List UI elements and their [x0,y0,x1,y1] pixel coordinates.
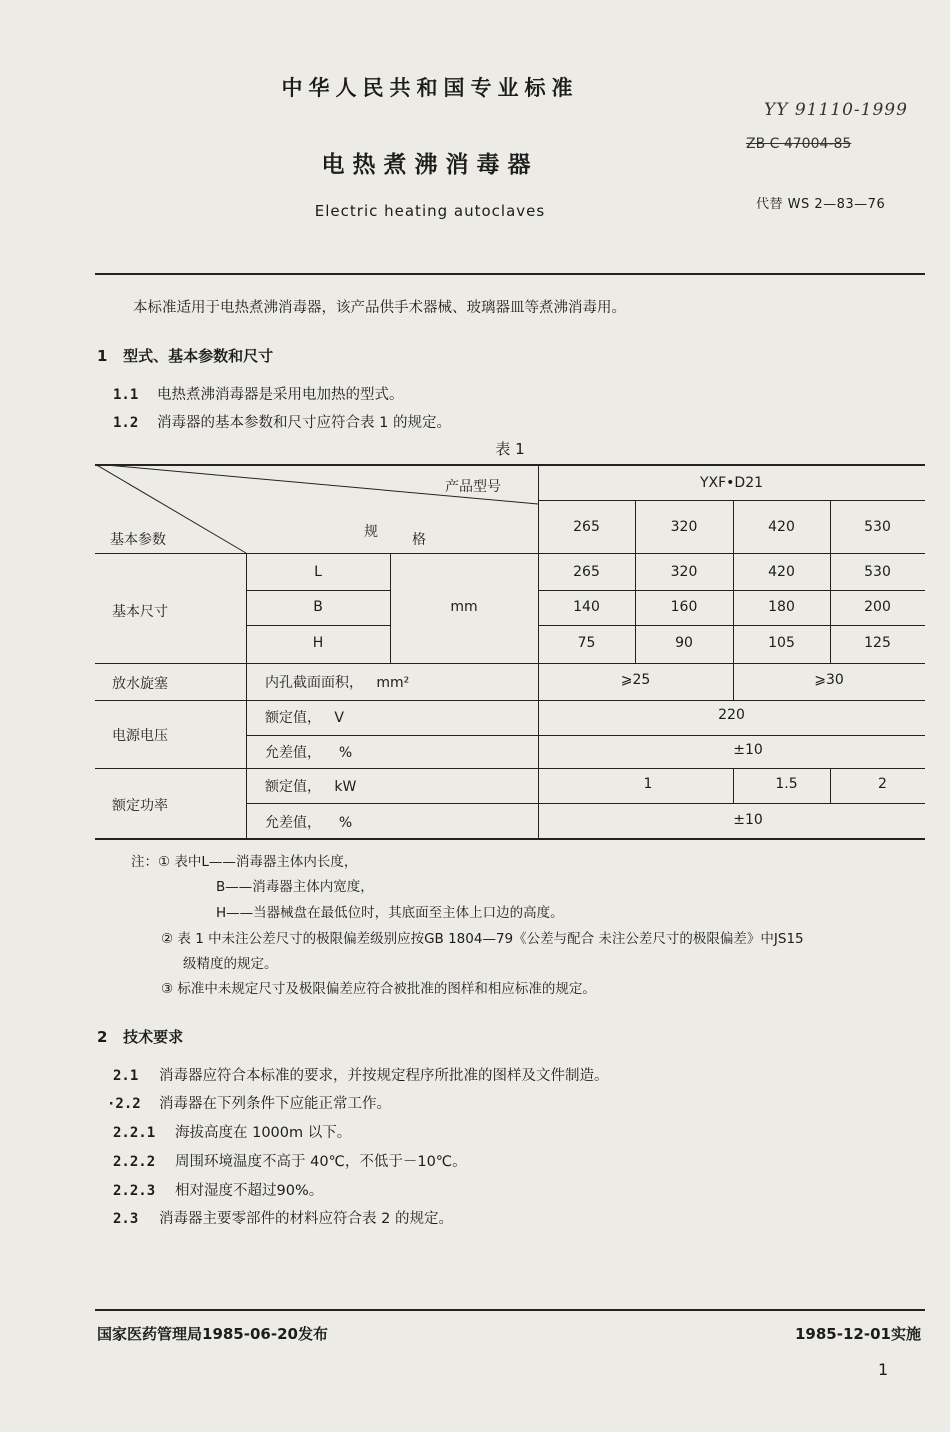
clause-number: ·2.2 [107,1096,141,1112]
clause-2-3 [113,1207,453,1228]
header-divider [95,273,925,275]
standard-category-title: 中华人民共和国专业标准 [281,76,579,100]
section-title: 技术要求 [123,1028,184,1046]
param-unit: % [338,815,353,831]
clause-number: 2.1 [113,1068,139,1084]
table-border-bottom [95,838,925,840]
table-line [246,590,390,591]
drain-param-name: 内孔截面面积， [265,675,363,691]
table-line [246,735,925,736]
param-name: 额定值， [265,779,321,795]
note-text: 表中L——消毒器主体内长度， [174,854,358,870]
dimension-value: 530 [864,564,891,580]
drain-param-unit: mm² [376,675,410,691]
spec-value: 265 [573,519,600,535]
dimension-name: L [314,564,322,580]
product-model-value: YXF•D21 [699,475,764,491]
clause-2-2-2 [113,1150,467,1171]
footer-divider [95,1309,925,1311]
spec-value: 530 [864,519,891,535]
clause-number: 2.2.1 [113,1125,156,1141]
drain-value-small: ⩾25 [620,672,651,688]
header-product-model: 产品型号 [445,479,501,495]
dimension-name: H [312,635,324,651]
header-basic-params: 基本参数 [110,532,166,548]
clause-text: 消毒器在下列条件下应能正常工作。 [159,1096,391,1112]
voltage-rated-value: 220 [718,707,745,723]
dimension-value: 140 [573,599,600,615]
power-tolerance-value: ±10 [733,812,763,828]
dimension-value: 320 [670,564,698,580]
clause-text: 相对湿度不超过90%。 [175,1183,324,1199]
replaces-standard: 代替 WS 2—83—76 [756,197,886,212]
note-1 [131,850,357,870]
section-title: 型式、基本参数和尺寸 [123,347,274,365]
dimension-unit: mm [450,599,478,615]
table-line [246,553,247,840]
power-tolerance-param [265,812,352,832]
power-label: 额定功率 [112,798,168,814]
dimension-value: 125 [864,635,891,651]
dimension-value: 265 [573,564,600,580]
dimension-value: 420 [768,564,795,580]
clause-2-2-3 [113,1179,323,1200]
standard-number-handwritten: YY 91110-1999 [764,100,908,120]
clause-text: 周围环境温度不高于 40℃，不低于－10℃。 [175,1154,467,1170]
note-2-line-2: 级精度的规定。 [183,956,278,972]
standard-number-old: ZB C 47004-85 [746,136,852,152]
dimension-value: 180 [768,599,795,615]
clause-number: 2.2.2 [113,1154,156,1170]
dimension-value: 90 [675,635,693,651]
basic-dimensions-label: 基本尺寸 [112,604,168,620]
clause-text: 海拔高度在 1000m 以下。 [175,1125,352,1141]
clause-1-1 [113,383,404,404]
clause-2-1 [113,1064,609,1085]
note-2 [161,927,804,947]
clause-text: 电热煮沸消毒器是采用电加热的型式。 [157,387,404,403]
effective-date: 1985-12-01实施 [795,1325,921,1343]
param-unit: kW [334,779,357,795]
voltage-label: 电源电压 [112,728,168,744]
document-title-english: Electric heating autoclaves [314,202,546,220]
note-1-line-3: H——当器械盘在最低位时，其底面至主体上口边的高度。 [216,905,564,921]
power-rated-param [265,776,356,796]
clause-number: 2.2.3 [113,1183,156,1199]
clause-number: 2.3 [113,1211,139,1227]
table-line [246,803,925,804]
header-spec: 规 [364,524,378,540]
note-prefix: 注： [131,854,158,870]
table-line [538,590,925,591]
voltage-tolerance-value: ±10 [733,742,763,758]
note-1-line-2: B——消毒器主体内宽度， [216,879,374,895]
power-value: 2 [878,776,887,792]
clause-1-2 [113,411,451,432]
table-line [95,700,925,701]
table-line [538,500,925,501]
header-spec: 格 [412,532,426,548]
voltage-tolerance-param [265,742,352,762]
note-marker: ② [161,931,174,947]
note-marker: ③ [161,981,174,997]
dimension-value: 105 [768,635,795,651]
dimension-value: 75 [577,635,596,651]
spec-value: 420 [768,519,795,535]
clause-text: 消毒器的基本参数和尺寸应符合表 1 的规定。 [157,415,451,431]
drain-value-large: ⩾30 [814,672,844,688]
page-number: 1 [878,1360,889,1379]
table-line [95,663,925,664]
dimension-name: B [313,599,323,615]
table-line [246,625,390,626]
note-3 [161,977,596,997]
section-2-heading [97,1026,183,1047]
clause-2-2-1 [113,1121,351,1142]
note-marker: ① [158,854,171,870]
param-name: 额定值， [265,710,321,726]
table-1-caption: 表 1 [495,440,525,458]
param-name: 允差值， [265,815,321,831]
intro-paragraph: 本标准适用于电热煮沸消毒器，该产品供手术器械、玻璃器皿等煮沸消毒用。 [133,300,626,316]
spec-value: 320 [670,519,698,535]
clause-text: 消毒器应符合本标准的要求，并按规定程序所批准的图样及文件制造。 [159,1068,609,1084]
note-text: 表 1 中未注公差尺寸的极限偏差级别应按GB 1804—79《公差与配合 未注公差尺寸的极限偏差》中JS15 [177,931,804,947]
param-name: 允差值， [265,745,321,761]
power-value: 1.5 [775,776,798,792]
power-value: 1 [643,776,653,792]
clause-2-2 [107,1092,391,1113]
section-number: 1 [97,347,108,365]
table-line [95,768,925,769]
dimension-value: 160 [670,599,698,615]
issued-by: 国家医药管理局1985-06-20发布 [97,1325,328,1343]
clause-text: 消毒器主要零部件的材料应符合表 2 的规定。 [159,1211,453,1227]
note-text: 标准中未规定尺寸及极限偏差应符合被批准的图样和相应标准的规定。 [177,981,596,997]
clause-number: 1.2 [113,415,139,431]
clause-number: 1.1 [113,387,139,403]
voltage-rated-param [265,707,344,727]
document-title: 电热煮沸消毒器 [321,152,539,178]
drain-valve-label: 放水旋塞 [112,676,168,692]
param-unit: V [334,710,344,726]
section-number: 2 [97,1028,108,1046]
drain-valve-param [265,672,409,692]
table-line [538,625,925,626]
dimension-value: 200 [864,599,891,615]
param-unit: % [338,745,353,761]
section-1-heading [97,345,273,366]
